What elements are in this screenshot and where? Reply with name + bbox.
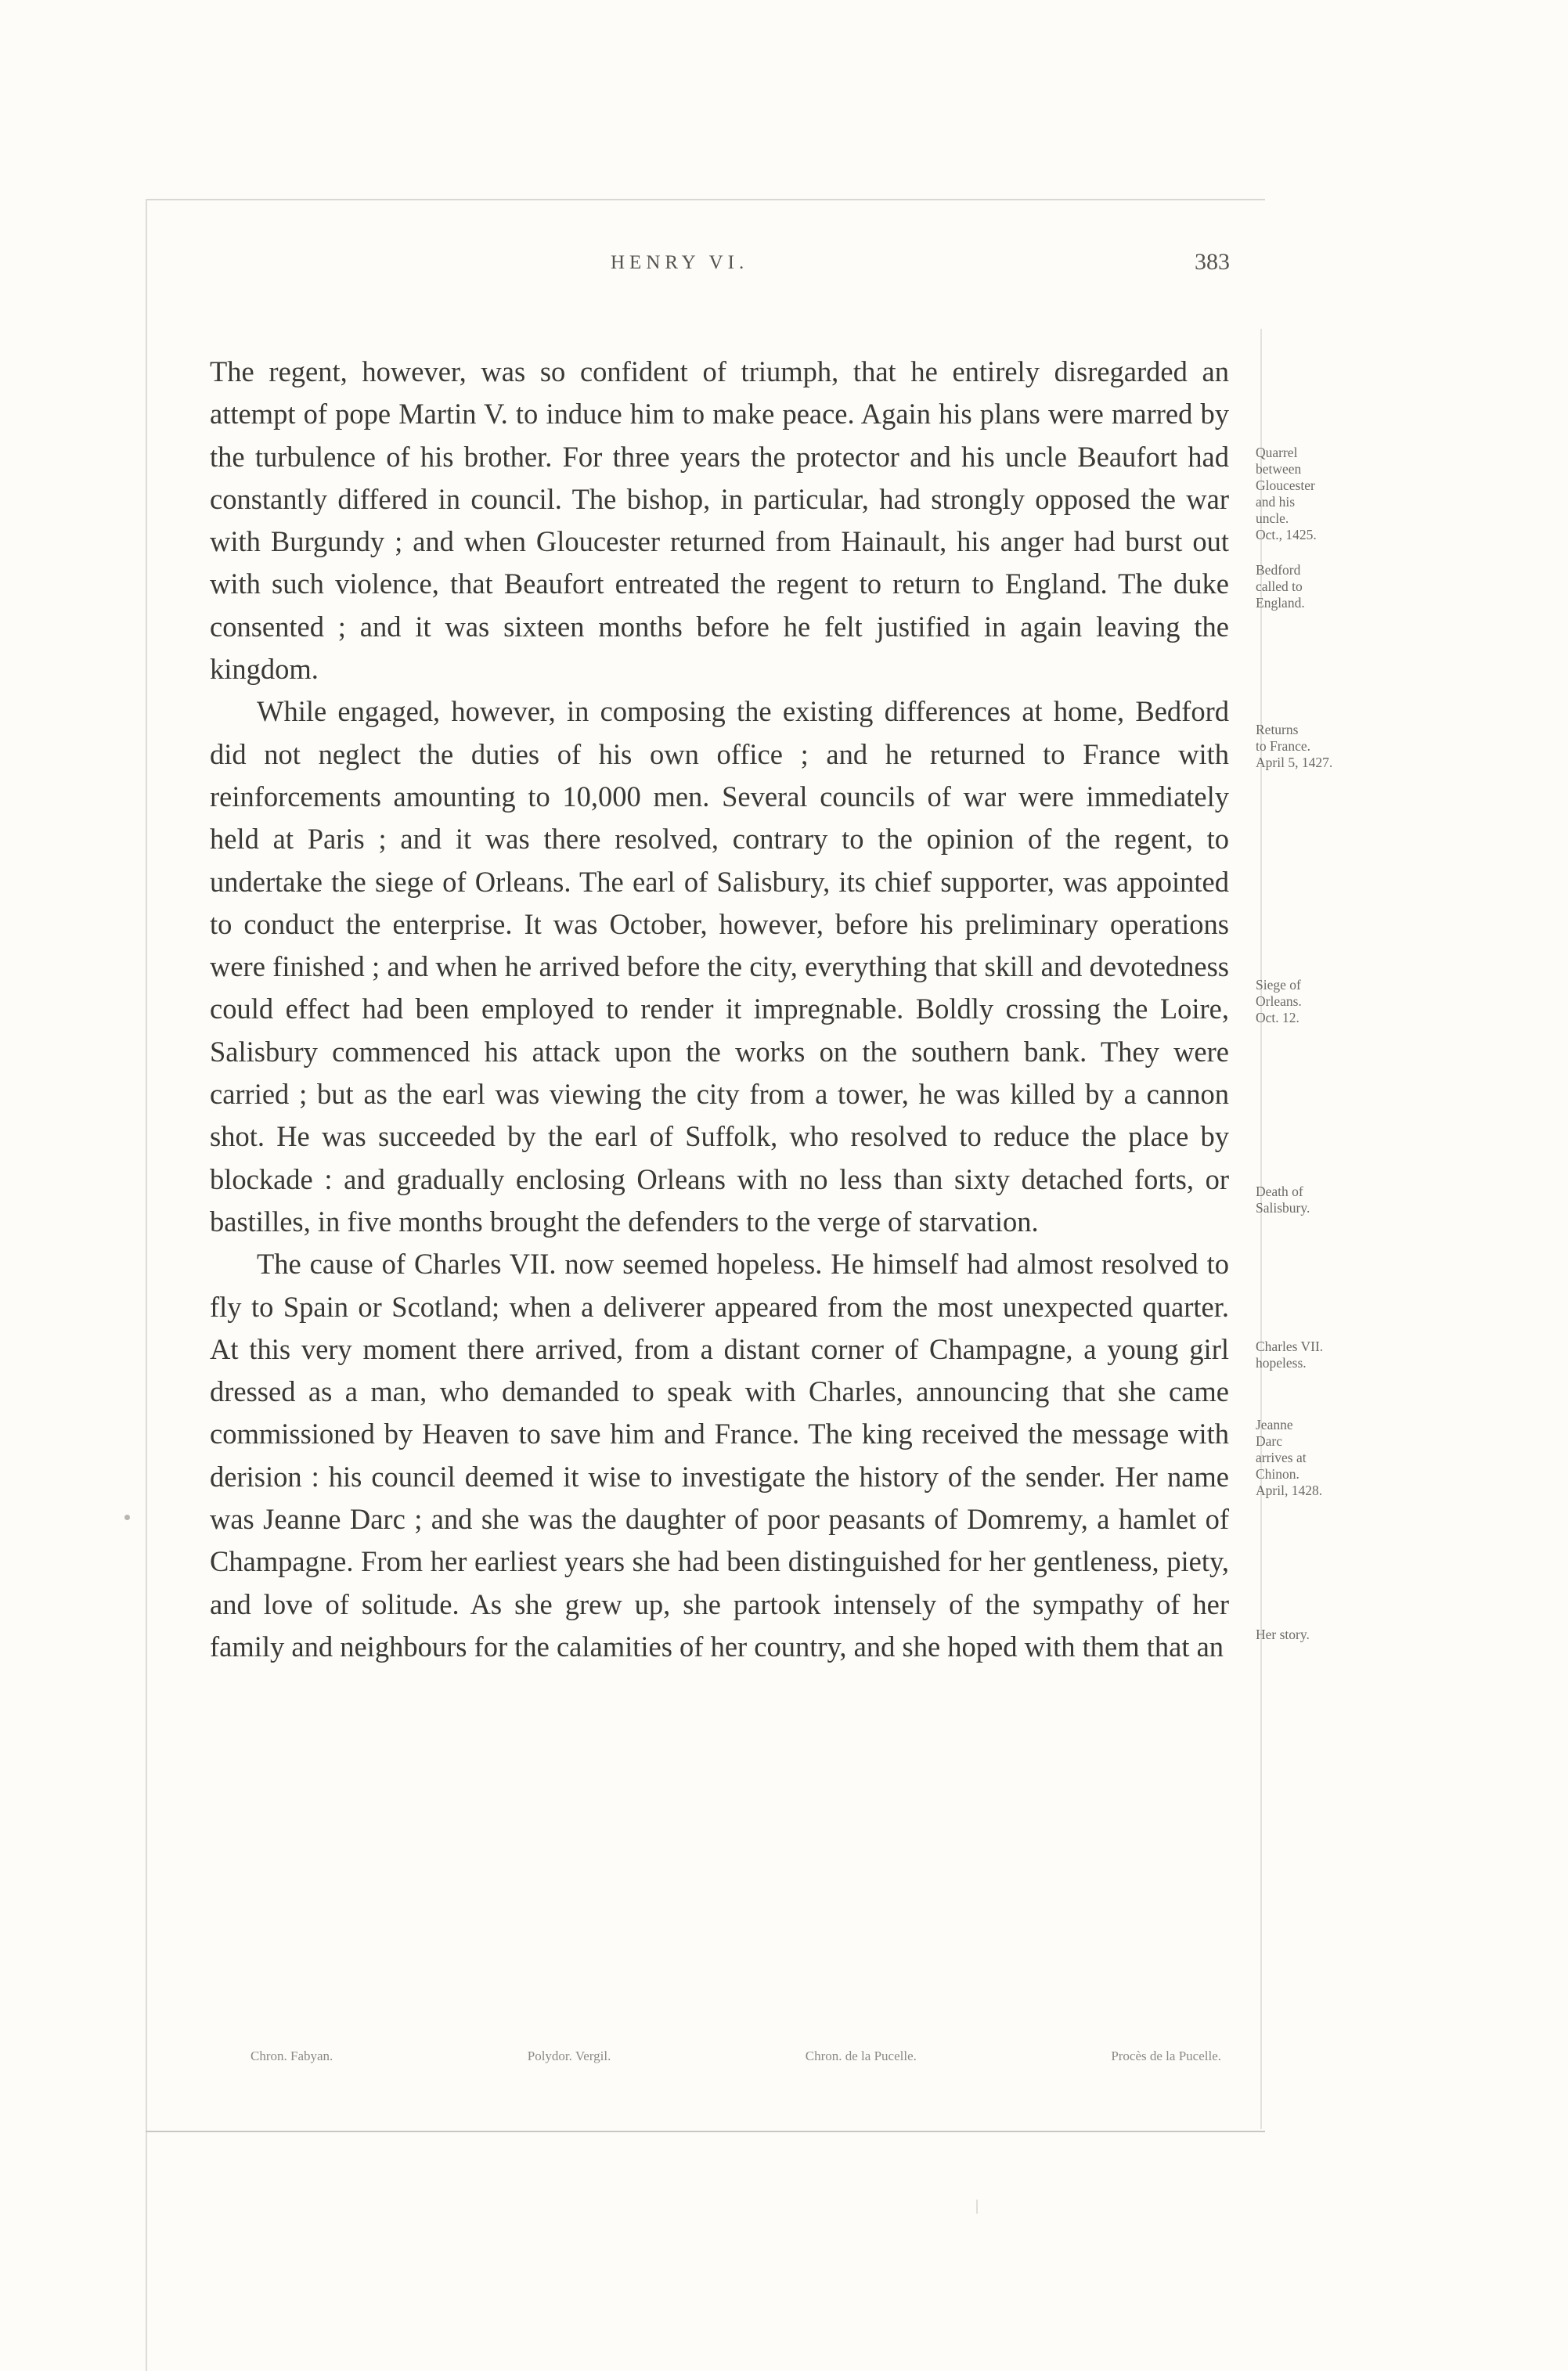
side-note-her-story: Her story. <box>1256 1627 1310 1642</box>
running-head: HENRY VI. <box>611 252 749 273</box>
page-frame-bottom-rule <box>146 2131 1265 2132</box>
margin-tick <box>976 2200 978 2214</box>
footnote-ref: Polydor. Vergil. <box>527 2049 611 2063</box>
side-note-jeanne-darc-arrives: Jeanne Darc arrives at Chinon. April, 1428. <box>1256 1417 1323 1498</box>
paragraph-3: The cause of Charles VII. now seemed hopeless. He himself had almost resolved to fly to Spain or Scotland; when a deliverer appeared from the most unexpected quarter. At this very moment there arrived, from a distant corner of Champagne, a young girl dressed as a man, who demanded to speak with Charles, announcing that she came commissioned by Heaven to save him and France. The king received the message with derision : his council deemed it wise to investigate the history of the sender. Her name was Jeanne Darc ; and she was the daughter of poor peasants of Domremy, a hamlet of Champagne. From her earliest years she had been distinguished for her gentleness, piety, and love of solitude. As she grew up, she partook intensely of the sympathy of her family and neighbours for the calamities of her country, and she hoped with them that an <box>210 1248 1229 1663</box>
footnote-ref: Chron. de la Pucelle. <box>805 2049 917 2063</box>
footnote-ref: Chron. Fabyan. <box>251 2049 333 2063</box>
page-frame-top-rule <box>146 199 1265 200</box>
side-note-returns-to-france: Returns to France. April 5, 1427. <box>1256 722 1333 770</box>
paragraph-1: The regent, however, was so confident of triumph, that he entirely disregarded an attempt of pope Martin V. to induce him to make peace. Again his plans were marred by the turbulence of his brother. For three years the protector and his uncle Beaufort had constantly differed in council. The bishop, in particular, had strongly opposed the war with Burgundy ; and when Gloucester returned from Hainault, his anger had burst out with such violence, that Beaufort entreated the regent to return to England. The duke consented ; and it was sixteen months before he felt justified in again leaving the kingdom. <box>210 355 1229 686</box>
side-note-death-of-salisbury: Death of Salisbury. <box>1256 1184 1310 1216</box>
margin-dot <box>124 1515 130 1520</box>
side-note-charles-hopeless: Charles VII. hopeless. <box>1256 1339 1324 1371</box>
footnote-ref: Procès de la Pucelle. <box>1111 2049 1221 2063</box>
side-note-bedford-called: Bedford called to England. <box>1256 562 1305 611</box>
side-note-quarrel: Quarrel between Gloucester and his uncle. Oct., 1425. <box>1256 445 1317 542</box>
paragraph-2: While engaged, however, in composing the existing differences at home, Bedford did not neglect the duties of his own office ; and he returned to France with reinforcements amounting to 10,000 men. Several councils of war were immediately held at Paris ; and it was there resolved, contrary to the opinion of the regent, to undertake the siege of Orleans. The earl of Salisbury, its chief supporter, was appointed to conduct the enterprise. It was October, however, before his preliminary operations were finished ; and when he arrived before the city, everything that skill and devotedness could effect had been employed to render it impregnable. Boldly crossing the Loire, Salisbury commenced his attack upon the works on the southern bank. They were carried ; but as the earl was viewing the city from a tower, he was killed by a cannon shot. He was succeeded by the earl of Suffolk, who resolved to reduce the place by blockade : and gradually enclosing Orleans with no less than sixty detached forts, or bastilles, in five months brought the defenders to the verge of starvation. <box>210 695 1229 1238</box>
body-text <box>210 351 1229 1668</box>
page-frame-left-rule <box>146 199 147 2371</box>
side-note-siege-of-orleans: Siege of Orleans. Oct. 12. <box>1256 977 1302 1025</box>
footnote-references <box>251 2049 1221 2064</box>
page-number: 383 <box>1195 249 1230 275</box>
